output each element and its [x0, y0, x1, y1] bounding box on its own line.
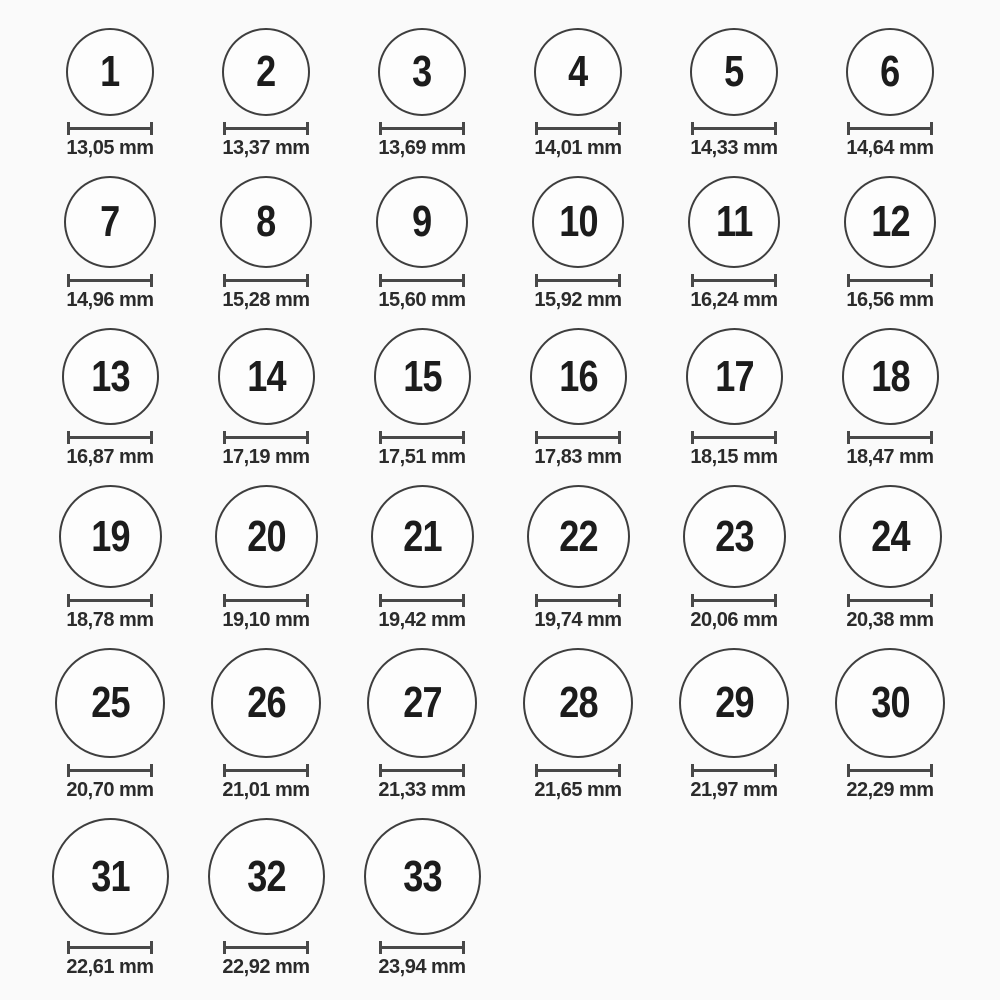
- ring-size-number: 33: [402, 851, 442, 901]
- diameter-measure-line: [379, 594, 465, 607]
- diameter-label: 21,01 mm: [222, 779, 310, 801]
- diameter-label: 15,60 mm: [378, 289, 466, 311]
- ring-size-item: [344, 818, 500, 979]
- diameter-measure-line: [67, 431, 153, 444]
- ring-size-number: 29: [714, 678, 754, 727]
- ring-size-item: [500, 176, 656, 312]
- ring-size-item: [188, 328, 344, 469]
- diameter-measure-line: [223, 594, 309, 607]
- ring-circle: [690, 28, 778, 116]
- ring-circle: [688, 176, 780, 268]
- diameter-label: 18,47 mm: [846, 446, 934, 468]
- ring-size-number: 10: [558, 197, 598, 246]
- ring-size-number: 25: [90, 678, 130, 727]
- ring-size-item: [656, 28, 812, 160]
- ring-size-item: [344, 176, 500, 312]
- ring-size-number: 2: [256, 47, 276, 96]
- ring-circle: [532, 176, 624, 268]
- ring-size-item: [812, 328, 968, 469]
- diameter-label: 14,01 mm: [534, 137, 622, 159]
- ring-size-item: [344, 28, 500, 160]
- ring-size-item: [32, 485, 188, 632]
- diameter-measure-line: [847, 594, 933, 607]
- diameter-measure-line: [67, 941, 153, 954]
- ring-size-item: [500, 648, 656, 802]
- ring-size-number: 1: [100, 47, 120, 96]
- ring-circle: [220, 176, 312, 268]
- ring-circle: [527, 485, 630, 588]
- diameter-label: 21,33 mm: [378, 779, 466, 801]
- diameter-label: 16,24 mm: [690, 289, 778, 311]
- ring-size-number: 31: [90, 851, 130, 901]
- ring-size-item: [344, 648, 500, 802]
- diameter-measure-line: [67, 764, 153, 777]
- size-row-6: [0, 818, 1000, 979]
- ring-size-number: 24: [870, 511, 910, 561]
- ring-size-item: [812, 485, 968, 632]
- diameter-measure-line: [847, 274, 933, 287]
- diameter-measure-line: [223, 122, 309, 135]
- diameter-label: 20,70 mm: [66, 779, 154, 801]
- ring-size-number: 22: [558, 511, 598, 561]
- ring-circle: [374, 328, 471, 425]
- ring-size-item: [500, 28, 656, 160]
- ring-size-number: 20: [246, 511, 286, 561]
- ring-size-item: [656, 176, 812, 312]
- ring-size-item: [32, 648, 188, 802]
- diameter-label: 15,92 mm: [534, 289, 622, 311]
- ring-size-item: [344, 485, 500, 632]
- ring-circle: [835, 648, 945, 758]
- ring-circle: [215, 485, 318, 588]
- diameter-measure-line: [223, 764, 309, 777]
- diameter-label: 22,92 mm: [222, 956, 310, 978]
- diameter-measure-line: [535, 122, 621, 135]
- ring-size-item: [500, 328, 656, 469]
- ring-circle: [839, 485, 942, 588]
- ring-circle: [534, 28, 622, 116]
- size-row-1: [0, 28, 1000, 160]
- diameter-label: 18,78 mm: [66, 609, 154, 631]
- ring-circle: [842, 328, 939, 425]
- ring-circle: [52, 818, 169, 935]
- ring-circle: [211, 648, 321, 758]
- diameter-measure-line: [223, 431, 309, 444]
- ring-size-number: 30: [870, 678, 910, 727]
- diameter-label: 13,69 mm: [378, 137, 466, 159]
- ring-circle: [683, 485, 786, 588]
- diameter-label: 19,10 mm: [222, 609, 310, 631]
- ring-circle: [378, 28, 466, 116]
- diameter-label: 21,65 mm: [534, 779, 622, 801]
- ring-size-item: [188, 176, 344, 312]
- diameter-label: 15,28 mm: [222, 289, 310, 311]
- ring-circle: [66, 28, 154, 116]
- ring-size-item: [32, 28, 188, 160]
- ring-circle: [846, 28, 934, 116]
- ring-circle: [55, 648, 165, 758]
- ring-circle: [376, 176, 468, 268]
- diameter-label: 13,05 mm: [66, 137, 154, 159]
- diameter-label: 20,38 mm: [846, 609, 934, 631]
- diameter-label: 13,37 mm: [222, 137, 310, 159]
- diameter-measure-line: [379, 122, 465, 135]
- diameter-label: 14,64 mm: [846, 137, 934, 159]
- diameter-label: 18,15 mm: [690, 446, 778, 468]
- ring-circle: [218, 328, 315, 425]
- size-row-2: [0, 176, 1000, 312]
- ring-size-number: 16: [558, 351, 598, 401]
- ring-size-number: 3: [412, 47, 432, 96]
- diameter-measure-line: [223, 274, 309, 287]
- ring-circle: [208, 818, 325, 935]
- diameter-label: 22,61 mm: [66, 956, 154, 978]
- diameter-measure-line: [691, 431, 777, 444]
- ring-size-item: [32, 818, 188, 979]
- diameter-label: 14,33 mm: [690, 137, 778, 159]
- ring-size-number: 21: [402, 511, 442, 561]
- diameter-label: 14,96 mm: [66, 289, 154, 311]
- ring-size-item: [812, 176, 968, 312]
- ring-size-number: 5: [724, 47, 744, 96]
- ring-circle: [367, 648, 477, 758]
- diameter-label: 19,74 mm: [534, 609, 622, 631]
- diameter-label: 19,42 mm: [378, 609, 466, 631]
- ring-size-item: [656, 485, 812, 632]
- diameter-measure-line: [535, 274, 621, 287]
- ring-circle: [371, 485, 474, 588]
- ring-size-item: [656, 328, 812, 469]
- ring-circle: [530, 328, 627, 425]
- ring-size-number: 26: [246, 678, 286, 727]
- diameter-measure-line: [379, 764, 465, 777]
- ring-size-item: [188, 485, 344, 632]
- ring-size-number: 7: [100, 197, 120, 246]
- diameter-measure-line: [847, 431, 933, 444]
- ring-size-number: 17: [714, 351, 754, 401]
- size-row-5: [0, 648, 1000, 802]
- ring-circle: [364, 818, 481, 935]
- diameter-label: 23,94 mm: [378, 956, 466, 978]
- ring-size-number: 15: [402, 351, 442, 401]
- diameter-measure-line: [223, 941, 309, 954]
- ring-size-item: [32, 328, 188, 469]
- ring-size-number: 23: [714, 511, 754, 561]
- diameter-measure-line: [691, 764, 777, 777]
- ring-size-number: 9: [412, 197, 432, 246]
- ring-size-item: [812, 28, 968, 160]
- diameter-measure-line: [691, 274, 777, 287]
- ring-size-number: 18: [870, 351, 910, 401]
- diameter-label: 21,97 mm: [690, 779, 778, 801]
- diameter-measure-line: [379, 431, 465, 444]
- ring-circle: [62, 328, 159, 425]
- ring-circle: [679, 648, 789, 758]
- ring-size-item: [188, 648, 344, 802]
- ring-size-item: [32, 176, 188, 312]
- diameter-measure-line: [67, 274, 153, 287]
- diameter-measure-line: [67, 594, 153, 607]
- ring-size-item: [344, 328, 500, 469]
- diameter-measure-line: [847, 122, 933, 135]
- ring-size-number: 14: [246, 351, 286, 401]
- diameter-label: 16,56 mm: [846, 289, 934, 311]
- ring-size-number: 6: [880, 47, 900, 96]
- ring-circle: [686, 328, 783, 425]
- diameter-measure-line: [379, 941, 465, 954]
- diameter-label: 20,06 mm: [690, 609, 778, 631]
- diameter-measure-line: [691, 122, 777, 135]
- ring-size-number: 4: [568, 47, 588, 96]
- ring-size-item: [812, 648, 968, 802]
- ring-size-item: [188, 818, 344, 979]
- diameter-label: 22,29 mm: [846, 779, 934, 801]
- ring-size-number: 32: [246, 851, 286, 901]
- diameter-measure-line: [691, 594, 777, 607]
- ring-circle: [523, 648, 633, 758]
- ring-size-number: 12: [870, 197, 910, 246]
- diameter-measure-line: [379, 274, 465, 287]
- ring-size-number: 27: [402, 678, 442, 727]
- ring-circle: [64, 176, 156, 268]
- ring-size-number: 8: [256, 197, 276, 246]
- ring-size-number: 11: [715, 197, 753, 246]
- diameter-label: 17,83 mm: [534, 446, 622, 468]
- ring-size-number: 13: [90, 351, 130, 401]
- ring-size-item: [500, 485, 656, 632]
- ring-size-number: 28: [558, 678, 598, 727]
- size-row-3: [0, 328, 1000, 469]
- diameter-label: 17,19 mm: [222, 446, 310, 468]
- diameter-measure-line: [847, 764, 933, 777]
- diameter-measure-line: [67, 122, 153, 135]
- ring-circle: [59, 485, 162, 588]
- size-row-4: [0, 485, 1000, 632]
- diameter-measure-line: [535, 594, 621, 607]
- ring-size-item: [188, 28, 344, 160]
- diameter-measure-line: [535, 764, 621, 777]
- diameter-measure-line: [535, 431, 621, 444]
- diameter-label: 16,87 mm: [66, 446, 154, 468]
- ring-size-number: 19: [90, 511, 130, 561]
- ring-size-item: [656, 648, 812, 802]
- diameter-label: 17,51 mm: [378, 446, 466, 468]
- ring-circle: [844, 176, 936, 268]
- ring-circle: [222, 28, 310, 116]
